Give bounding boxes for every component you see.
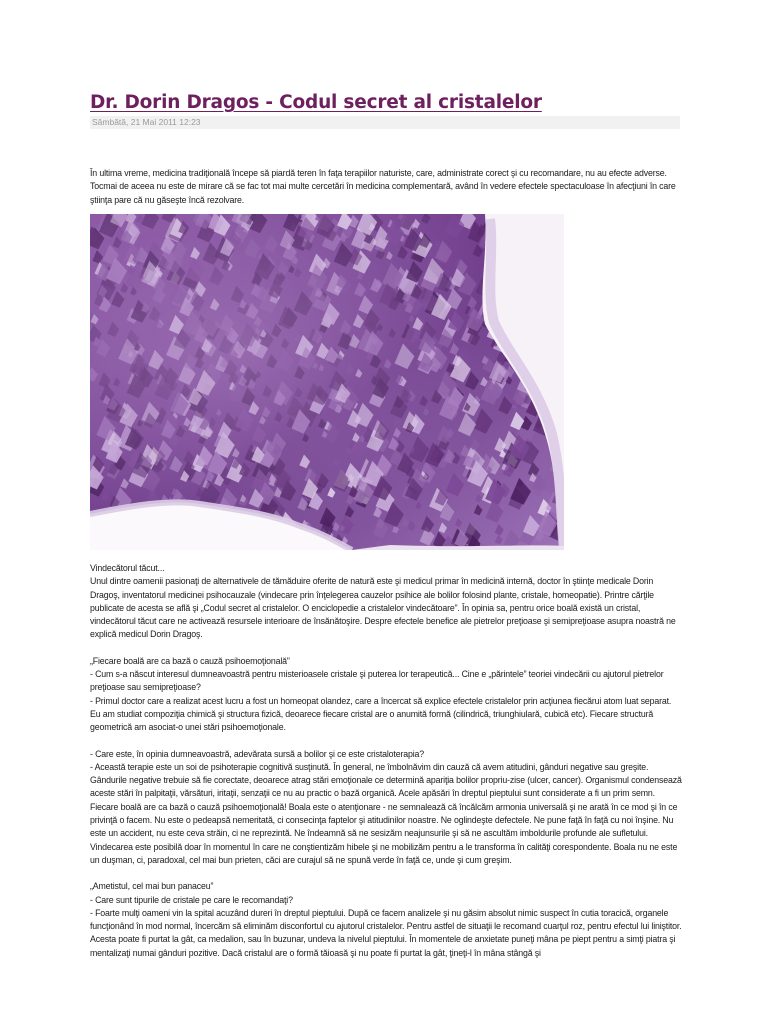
section-text-silent-healer: Unul dintre oamenii pasionaţi de alternativele de tămăduire oferite de natură este şi medicul primar în medicină internă, doctor în ştiinţe medicale Dorin Dragoş, inventatorul medicinei psihocauzale (vindecare prin înţelegerea cauzelor psihice ale bolilor folosind plante, cristale, homeopatie). Printre cărţile publicate de acesta se află şi „Codul secret al cristalelor. O enciclopedie a cristalelor vindecătoare”. În opinia sa, pentru orice boală există un cristal, vindecătorul tăcut care ne activează resursele interioare de însănătoşire. Despre efectele benefice ale pietrelor preţioase şi semipreţioase asupra noastră ne explică medicul Dorin Dragoş. <box>90 576 676 640</box>
publish-date: Sâmbătă, 21 Mai 2011 12:23 <box>92 117 201 127</box>
section-heading-silent-healer: Vindecătorul tăcut... <box>90 563 165 573</box>
amethyst-photo <box>90 214 564 550</box>
article-title[interactable]: Dr. Dorin Dragos - Codul secret al cristalelor <box>90 92 542 113</box>
article-body <box>90 562 682 960</box>
article-dateline <box>90 116 680 129</box>
amethyst-image <box>90 214 564 550</box>
section-heading-psychoemotional: „Fiecare boală are ca bază o cauză psihoemoţională” <box>90 655 290 666</box>
section-text-psychoemotional: - Cum s-a născut interesul dumneavoastră pentru misterioasele cristale şi puterea lor terapeutică... Cine e „părintele” teoriei vindecării cu ajutorul pietrelor preţioase sau semipreţioase? - Primul doctor care a realizat acest lucru a fost un homeopat olandez, care a încercat să explice efectele cristalelor prin acţiunea fiecărui atom luat separat. Eu am studiat compoziţia chimică şi structura fizică, deoarece fiecare cristal are o anumită formă (cilindrică, triunghiulară, cubică etc). Fiecare structură geometrică am asociat-o unei stări psihoemoţionale. <box>90 669 672 733</box>
section-heading-amethyst: „Ametistul, cel mai bun panaceu” <box>90 881 214 892</box>
intro-text: În ultima vreme, medicina tradiţională începe să piardă teren în faţa terapiilor naturiste, care, administrate corect şi cu recomandare, nu au efecte adverse. Tocmai de aceea nu este de mirare că se fac tot mai multe cercetări în medicina complementară, având în vedere efectele spectaculoase în afecţiuni în care ştiinţa pare că nu găseşte încă rezolvare. <box>90 168 676 205</box>
intro-paragraph <box>90 167 682 207</box>
section-text-crystal-therapy: - Care este, în opinia dumneavoastră, adevărata sursă a bolilor şi ce este cristaloterapia? - Această terapie este un soi de psihoterapie cognitivă susţinută. În general, ne îmbolnăvim din cauză că avem atitudini, gânduri negative sau greşite. Gândurile negative trebuie să fie corectate, deoarece atrag stări emoţionale ce determină apariţia bolilor propriu-zise (ulcer, cancer). Organismul condensează aceste stări în palpitaţii, vărsături, iritaţii, senzaţii ce nu au practic o bază organică. Acele apăsări în dreptul pieptului sunt considerate a fi un prim semn. Fiecare boală are ca bază o cauză psihoemoţională! Boala este o atenţionare - ne semnalează că încălcăm armonia universală şi ne arată în ce mod şi în ce privinţă o facem. Nu este o pedeapsă nemeritată, ci consecinţa faptelor şi atitudinilor noastre. Ne oglindeşte defectele. Ne pune faţă în faţă cu noi înşine. Nu este un accident, nu este ceva străin, ci ne reprezintă. Ne îndeamnă să ne sesizăm neajunsurile şi să ne ascultăm imboldurile profunde ale sufletului. Vindecarea este posibilă doar în momentul în care ne conştientizăm hibele şi ne mobilizăm pentru a le transforma în calităţi corespondente. Boala nu ne este un duşman, ci, paradoxal, cel mai bun prieten, căci are curajul să ne spună verde în faţă ce, unde şi cum greşim. <box>90 748 682 865</box>
section-text-amethyst: - Care sunt tipurile de cristale pe care le recomandaţi? - Foarte mulţi oameni vin la spital acuzând dureri în dreptul pieptului. După ce facem analizele şi nu găsim absolut nimic suspect în cutia toracică, organele funcţionând în mod normal, încercăm să eliminăm disconfortul cu ajutorul cristalelor. Pentru astfel de situaţii le recomand cuarţul roz, pentru efectul lui liniştitor. Acesta poate fi purtat la gât, ca medalion, sau în buzunar, undeva la nivelul pieptului. În momentele de anxietate puneţi mâna pe piept pentru a simţi piatra şi mentalizaţi numai gânduri pozitive. Dacă cristalul are o formă tăioasă şi nu poate fi purtat la gât, ţineţi-l în mâna stângă şi <box>90 894 682 958</box>
